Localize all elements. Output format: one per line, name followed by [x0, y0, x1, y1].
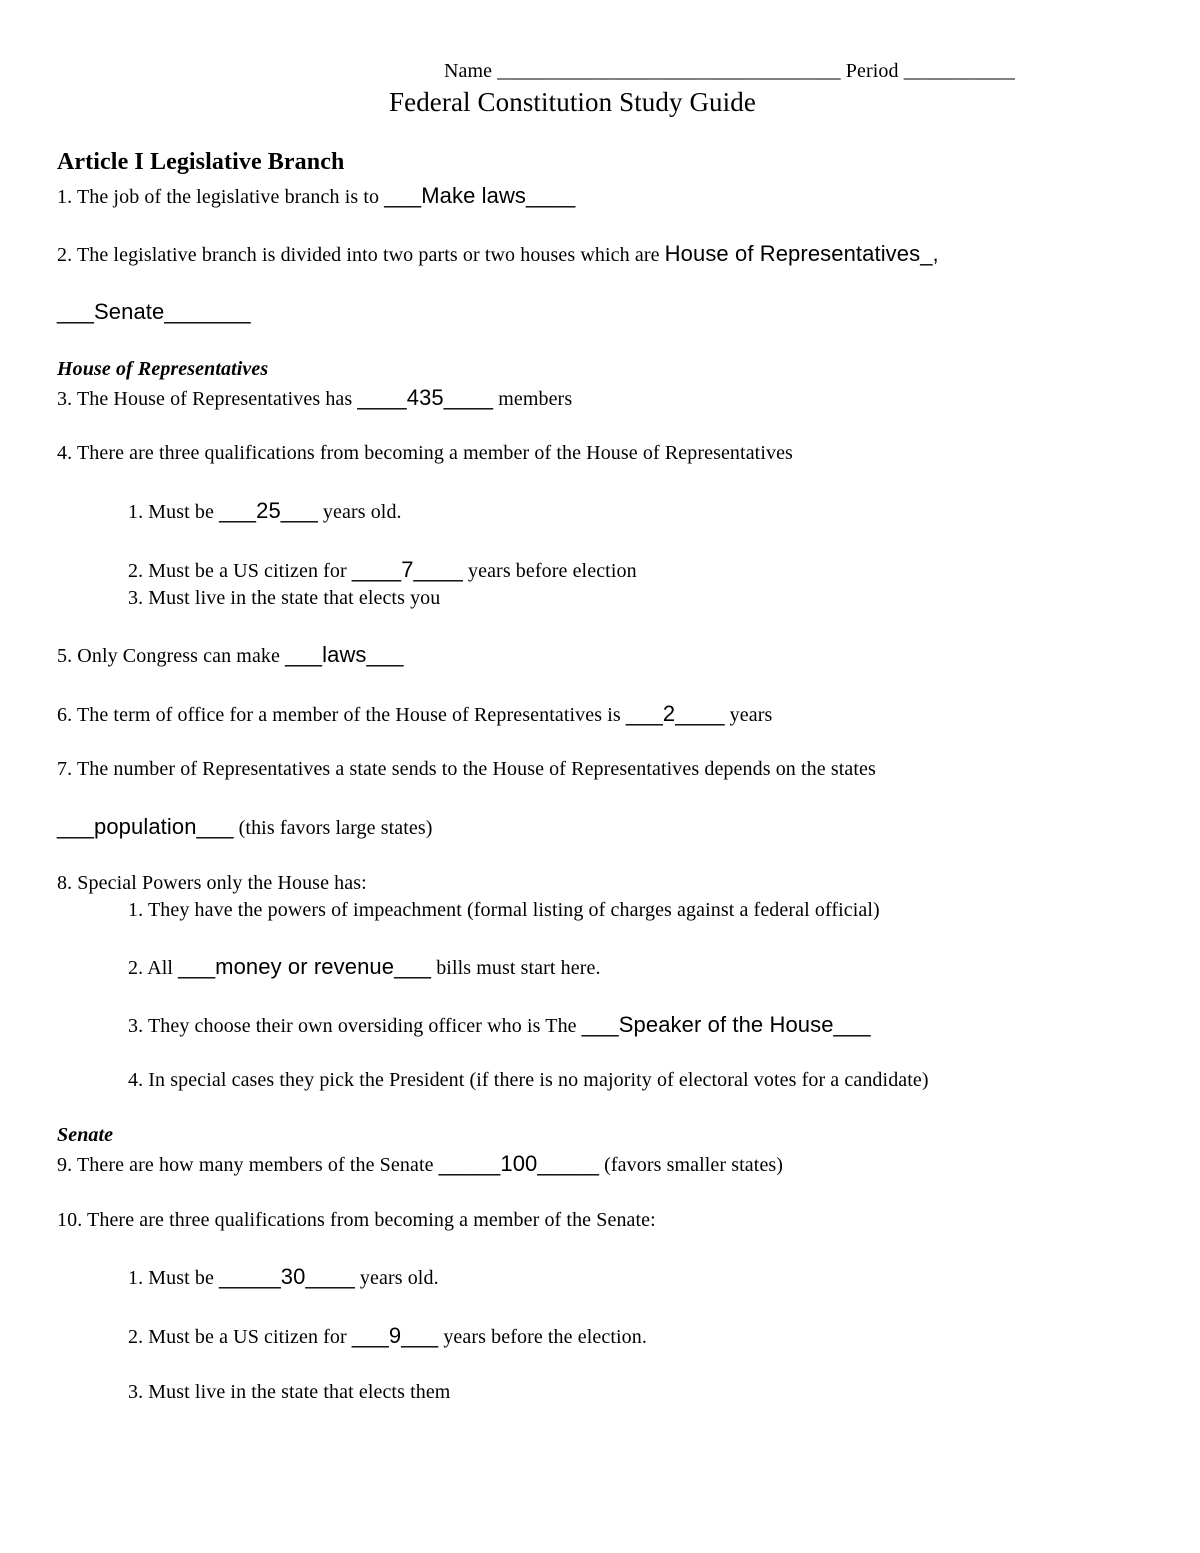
- answer-8-3: ___Speaker of the House___: [581, 1012, 871, 1037]
- question-2-continued: [57, 300, 251, 325]
- answer-5: ___laws___: [285, 642, 404, 667]
- answer-4-2: ____7____: [351, 557, 463, 582]
- name-period-line: [444, 59, 1015, 83]
- name-label: Name: [444, 60, 498, 82]
- answer-6: ___2____: [625, 701, 725, 726]
- name-blank: __________________________________: [497, 60, 841, 82]
- answer-2a: House of Representatives_,: [664, 241, 939, 266]
- period-label: Period: [840, 60, 904, 82]
- house-heading: House of Representatives: [57, 358, 269, 380]
- question-7: 7. The number of Representatives a state sends to the House of Representatives depends on the states: [57, 758, 876, 780]
- question-4-item-2: 2. Must be a US citizen for ____7____ years before election: [128, 557, 637, 582]
- question-10: 10. There are three qualifications from becoming a member of the Senate:: [57, 1209, 656, 1231]
- answer-2b: ___Senate_______: [57, 299, 251, 324]
- answer-10-2: ___9___: [351, 1323, 439, 1348]
- question-8: 8. Special Powers only the House has:: [57, 872, 367, 894]
- answer-3: ____435____: [357, 385, 494, 410]
- question-10-item-1: 1. Must be _____30____ years old.: [128, 1264, 439, 1289]
- article-heading: Article I Legislative Branch: [57, 149, 345, 175]
- answer-8-2: ___money or revenue___: [178, 954, 432, 979]
- answer-4-1: ___25___: [219, 498, 318, 523]
- question-8-item-3: 3. They choose their own oversiding officer who is The ___Speaker of the House___: [128, 1012, 871, 1037]
- question-5: 5. Only Congress can make ___laws___: [57, 642, 404, 667]
- question-8-item-1: 1. They have the powers of impeachment (formal listing of charges against a federal official): [128, 899, 880, 921]
- question-10-item-3: 3. Must live in the state that elects them: [128, 1381, 451, 1403]
- question-10-item-2: 2. Must be a US citizen for ___9___ years before the election.: [128, 1323, 647, 1348]
- question-7-continued: ___population___ (this favors large states): [57, 814, 433, 839]
- question-3: 3. The House of Representatives has ____435____ members: [57, 385, 573, 410]
- question-4: 4. There are three qualifications from becoming a member of the House of Representatives: [57, 442, 793, 464]
- document-title: Federal Constitution Study Guide: [389, 87, 756, 117]
- question-4-item-3: 3. Must live in the state that elects you: [128, 587, 441, 609]
- answer-9: _____100_____: [438, 1151, 600, 1176]
- answer-1: ___Make laws____: [384, 183, 576, 208]
- question-2: 2. The legislative branch is divided into two parts or two houses which are House of Representatives_,: [57, 241, 939, 266]
- answer-10-1: _____30____: [219, 1264, 355, 1289]
- question-6: 6. The term of office for a member of the House of Representatives is ___2____ years: [57, 701, 773, 726]
- question-9: 9. There are how many members of the Senate _____100_____ (favors smaller states): [57, 1151, 784, 1176]
- question-8-item-4: 4. In special cases they pick the President (if there is no majority of electoral votes for a candidate): [128, 1069, 929, 1091]
- senate-heading: Senate: [57, 1124, 114, 1146]
- period-blank: ___________: [903, 60, 1015, 82]
- question-4-item-1: 1. Must be ___25___ years old.: [128, 498, 402, 523]
- question-8-item-2: 2. All ___money or revenue___ bills must start here.: [128, 954, 601, 979]
- answer-7: ___population___: [57, 814, 234, 839]
- question-1: 1. The job of the legislative branch is to ___Make laws____: [57, 183, 576, 208]
